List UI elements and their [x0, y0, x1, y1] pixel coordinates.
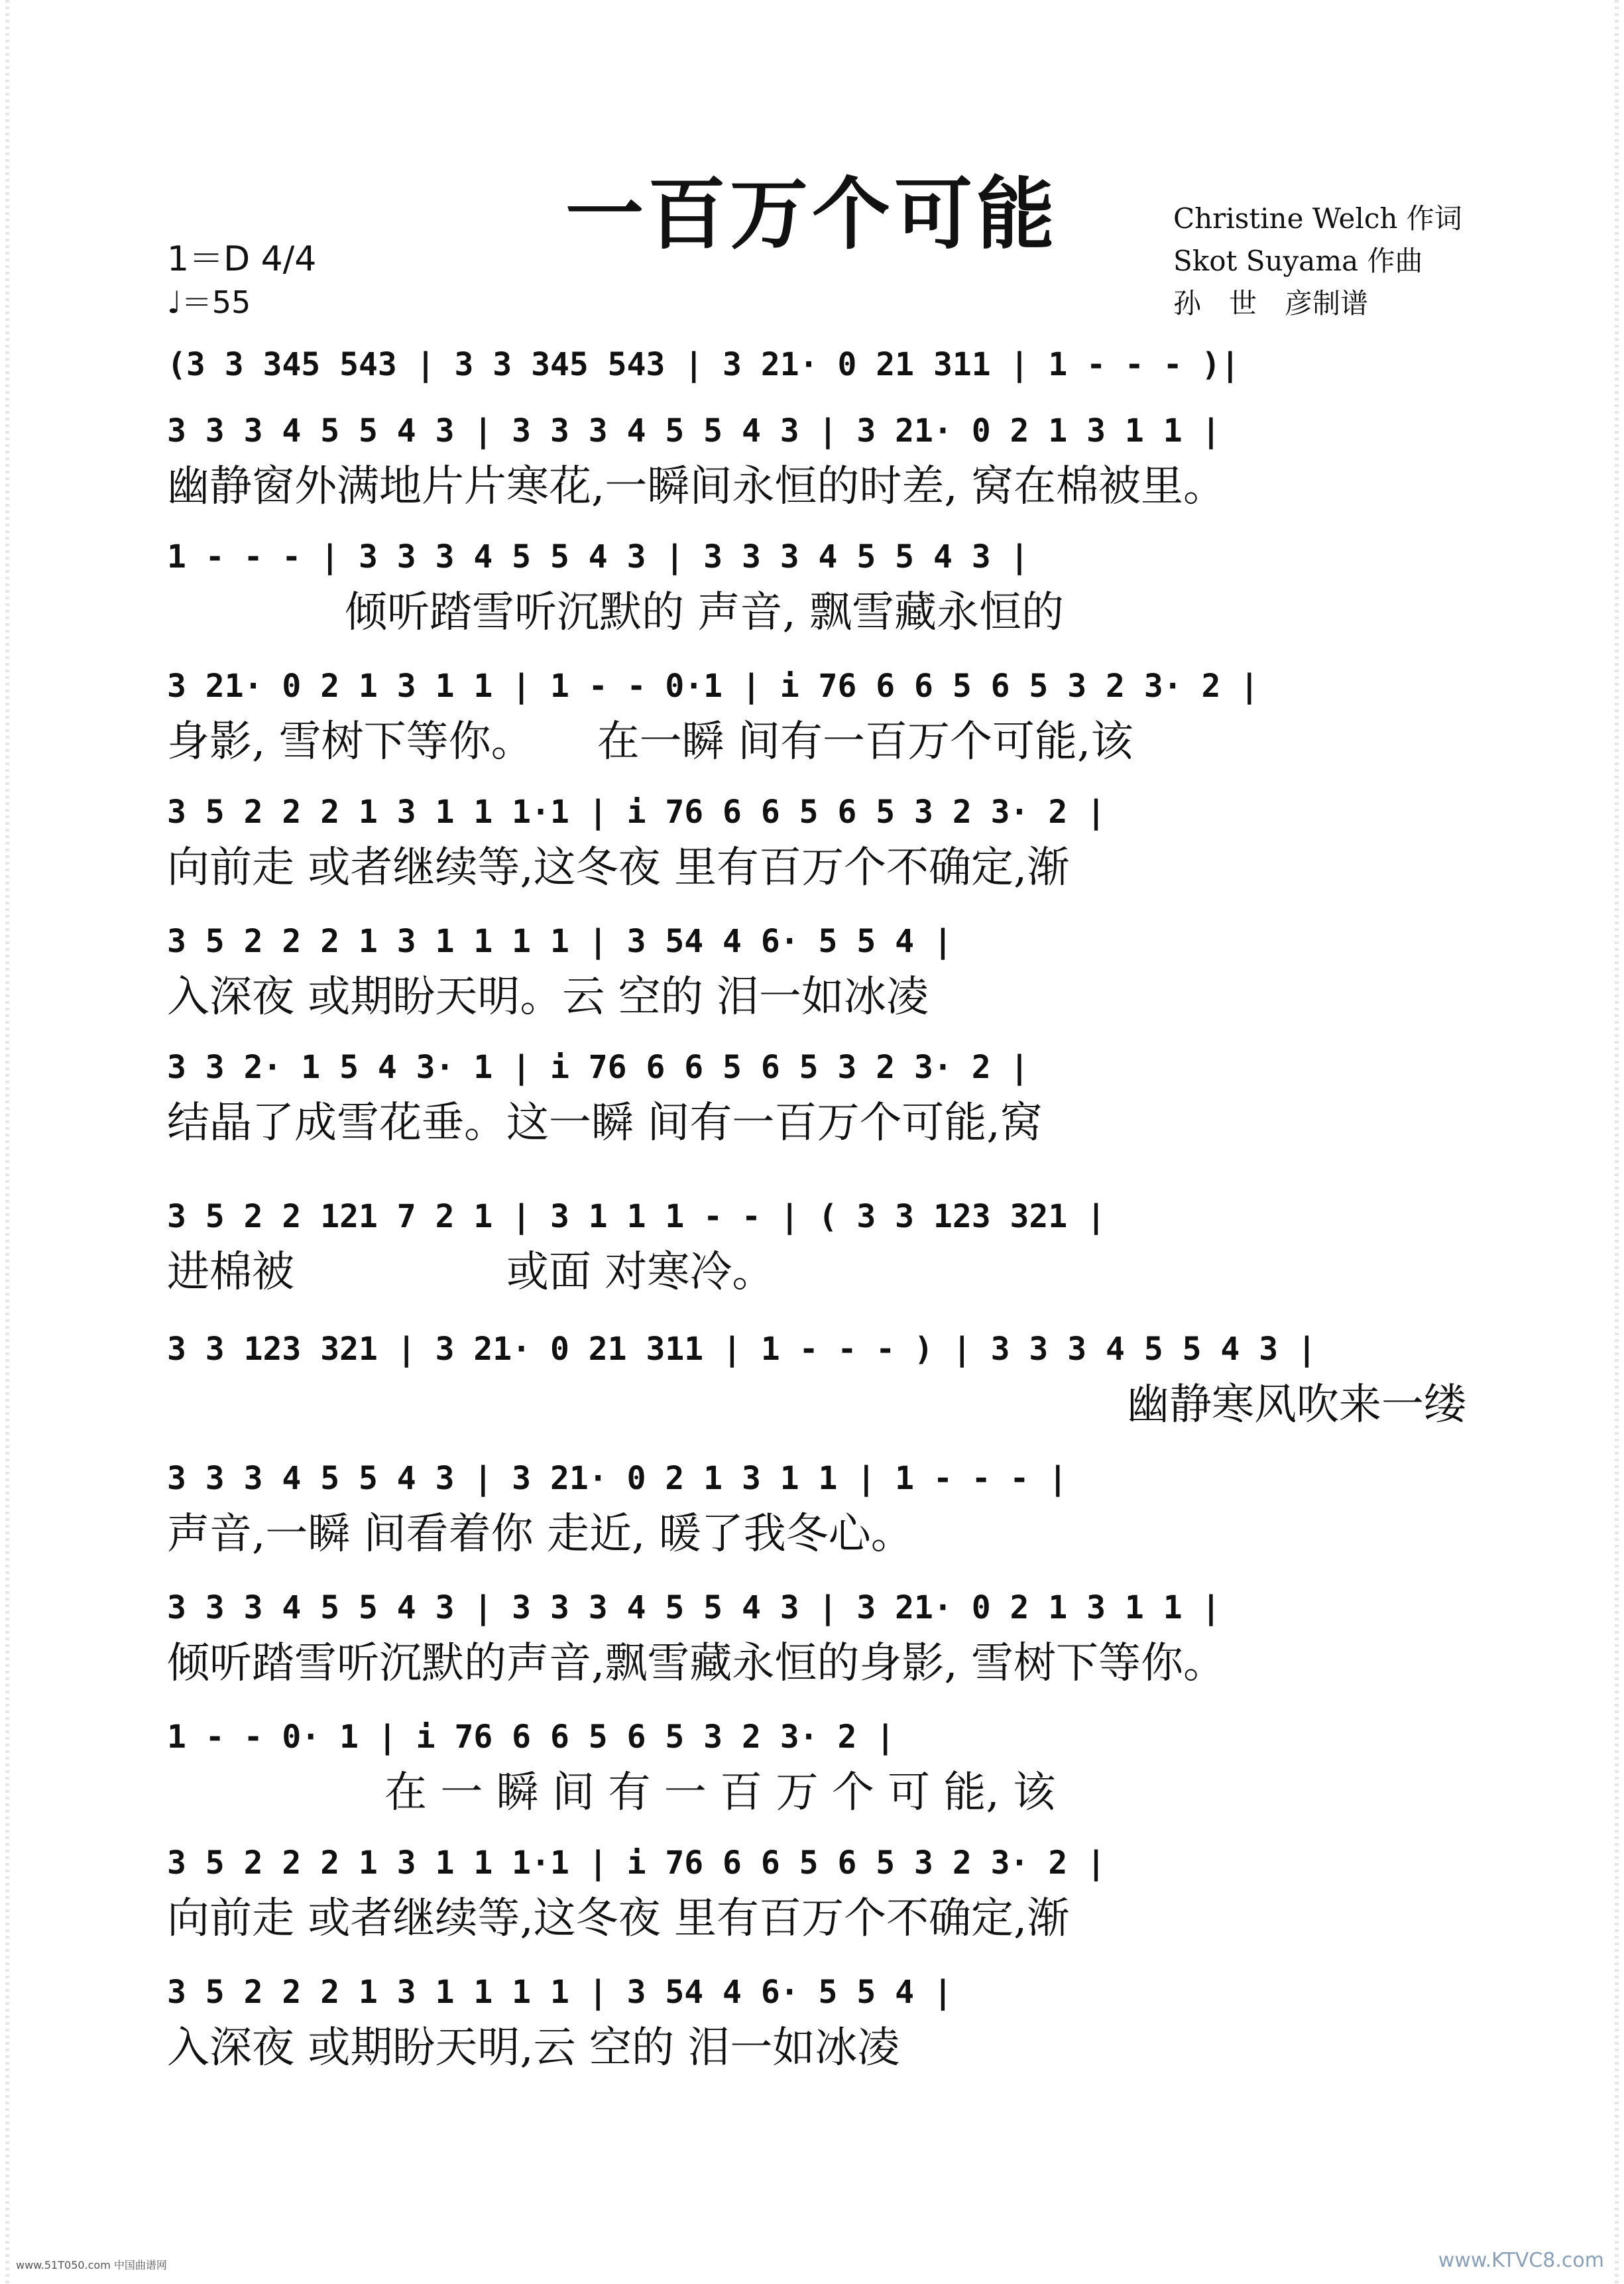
score-line-3: [0, 534, 1624, 666]
notation-row: 3 3 3 4 5 5 4 3 | 3 3 3 4 5 5 4 3 | 3 21· 0 2 1 3 1 1 |: [167, 1589, 1221, 1626]
notation-row: 3 5 2 2 2 1 3 1 1 1 1 | 3 54 4 6· 5 5 4 |: [167, 923, 953, 960]
footer-site-right: www.KTVC8.com: [1438, 2249, 1604, 2272]
score-line-11: [0, 1585, 1624, 1717]
notation-row: 1 - - 0· 1 | i 76 6 6 5 6 5 3 2 3· 2 |: [167, 1718, 896, 1756]
score-line-4: [0, 663, 1624, 796]
footer-site-left: www.51T050.com 中国曲谱网: [16, 2259, 167, 2271]
lyrics-row: 倾听踏雪听沉默的声音,飘雪藏永恒的身影, 雪树下等你。: [167, 1639, 1226, 1688]
notation-row: 3 5 2 2 2 1 3 1 1 1·1 | i 76 6 6 5 6 5 3 2 3· 2 |: [167, 1844, 1106, 1882]
lyricist-credit: Christine Welch 作词: [1173, 202, 1462, 235]
key-signature: 1＝D 4/4: [167, 239, 317, 279]
notation-row: 3 21· 0 2 1 3 1 1 | 1 - - 0·1 | i 76 6 6 5 6 5 3 2 3· 2 |: [167, 668, 1259, 705]
notation-row: (3 3 345 543 | 3 3 345 543 | 3 21· 0 21 311 | 1 - - - )|: [167, 346, 1240, 383]
notation-row: 3 5 2 2 121 7 2 1 | 3 1 1 1 - - | ( 3 3 123 321 |: [167, 1198, 1106, 1235]
lyrics-row: 声音,一瞬 间看着你 走近, 暖了我冬心。: [167, 1510, 913, 1559]
notation-credit: 孙 世 彦制谱: [1173, 287, 1369, 320]
song-title: 一百万个可能: [565, 168, 1059, 260]
notation-row: 3 5 2 2 2 1 3 1 1 1·1 | i 76 6 6 5 6 5 3 2 3· 2 |: [167, 794, 1106, 831]
notation-row: 3 3 3 4 5 5 4 3 | 3 3 3 4 5 5 4 3 | 3 21· 0 2 1 3 1 1 |: [167, 412, 1221, 450]
credits: [1173, 198, 1597, 325]
notation-row: 3 3 123 321 | 3 21· 0 21 311 | 1 - - - ) | 3 3 3 4 5 5 4 3 |: [167, 1331, 1316, 1368]
lyrics-row: 进棉被 或面 对寒冷。: [167, 1248, 775, 1297]
lyrics-row: 入深夜 或期盼天明,云 空的 泪一如冰凌: [167, 2023, 900, 2073]
lyrics-row: 在 一 瞬 间 有 一 百 万 个 可 能, 该: [384, 1768, 1056, 1817]
notation-row: 3 3 3 4 5 5 4 3 | 3 21· 0 2 1 3 1 1 | 1 - - - |: [167, 1460, 1068, 1497]
score-line-12: [0, 1714, 1624, 1846]
lyrics-row: 入深夜 或期盼天明。云 空的 泪一如冰凌: [167, 973, 929, 1022]
score-line-13: [0, 1840, 1624, 1972]
score-line-5: [0, 789, 1624, 922]
notation-row: 3 5 2 2 2 1 3 1 1 1 1 | 3 54 4 6· 5 5 4 |: [167, 1974, 953, 2011]
lyrics-row: 幽静窗外满地片片寒花,一瞬间永恒的时差, 窝在棉被里。: [167, 462, 1226, 511]
score-line-10: [0, 1455, 1624, 1588]
notation-row: 3 3 2· 1 5 4 3· 1 | i 76 6 6 5 6 5 3 2 3· 2 |: [167, 1049, 1029, 1086]
notation-row: 1 - - - | 3 3 3 4 5 5 4 3 | 3 3 3 4 5 5 4 3 |: [167, 538, 1029, 575]
score-line-7: [0, 1044, 1624, 1177]
score-line-2: [0, 408, 1624, 540]
lyrics-row: 向前走 或者继续等,这冬夜 里有百万个不确定,渐: [167, 1894, 1070, 1943]
score-line-8: [0, 1193, 1624, 1326]
lyrics-row: 向前走 或者继续等,这冬夜 里有百万个不确定,渐: [167, 843, 1070, 892]
score-line-6: [0, 918, 1624, 1051]
lyrics-row: 身影, 雪树下等你。 在一瞬 间有一百万个可能,该: [167, 717, 1133, 766]
score-line-9: [0, 1326, 1624, 1459]
lyrics-row: 倾听踏雪听沉默的 声音, 飘雪藏永恒的: [345, 588, 1065, 637]
composer-credit: Skot Suyama 作曲: [1173, 245, 1423, 277]
lyrics-row: 幽静寒风吹来一缕: [1127, 1380, 1466, 1429]
tempo-marking: ♩＝55: [167, 284, 251, 320]
lyrics-row: 结晶了成雪花垂。这一瞬 间有一百万个可能,窝: [167, 1099, 1043, 1148]
score-line-14: [0, 1969, 1624, 2102]
